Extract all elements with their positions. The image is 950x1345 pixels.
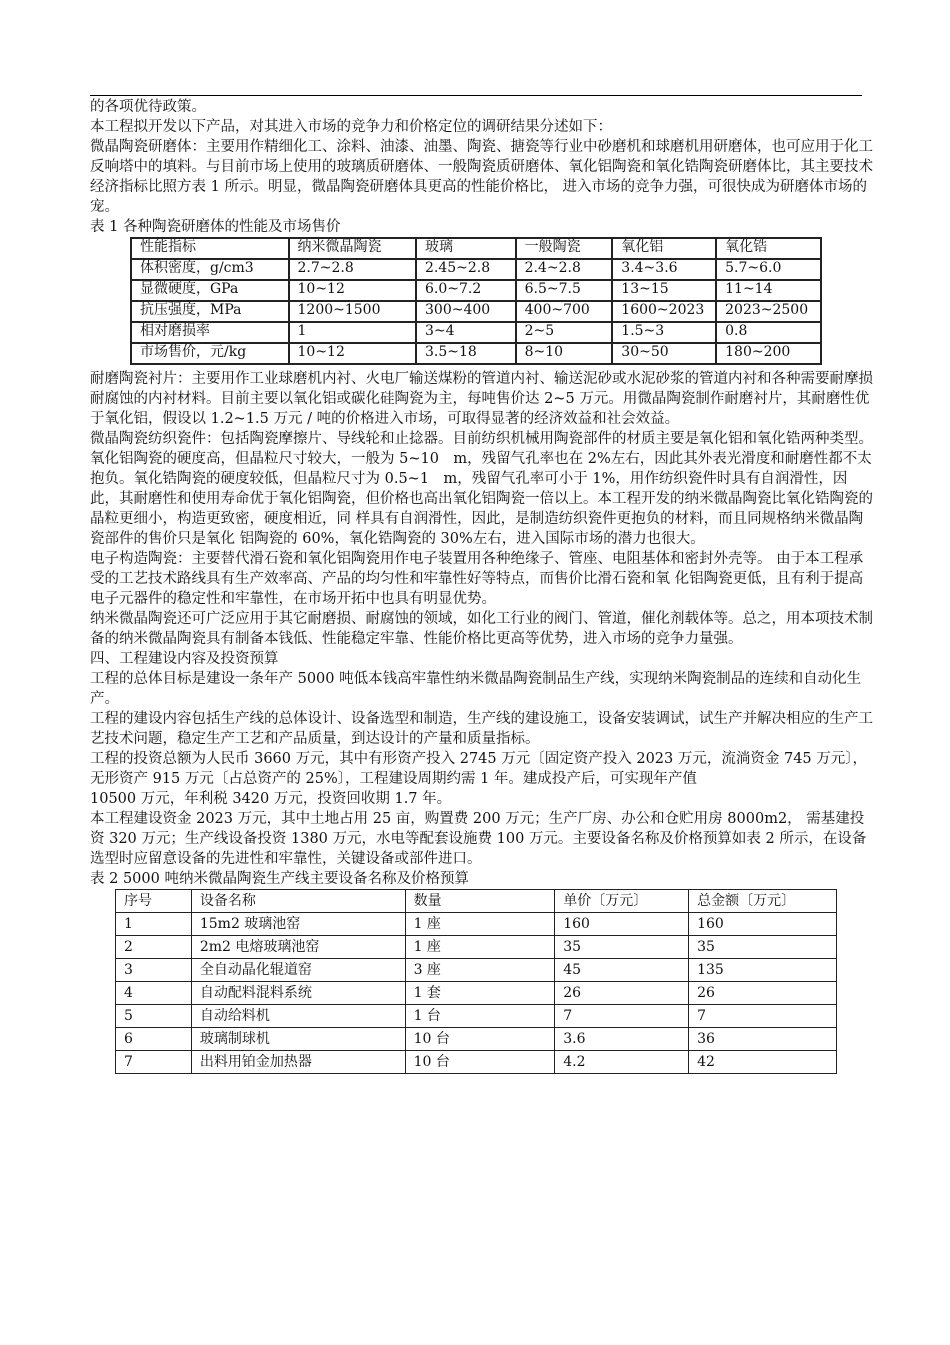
table2-cell: 36 <box>689 1028 837 1051</box>
table1-cell: 5.7~6.0 <box>716 259 821 280</box>
table2-header-cell: 数量 <box>405 890 555 913</box>
paragraph: 微晶陶瓷纺织瓷件：包括陶瓷摩擦片、导线轮和止捻器。目前纺织机械用陶瓷部件的材质主要是氧化铝和氧化锆两种类型。氧化铝陶瓷的硬度高，但晶粒尺寸较大，一般为 5~10 m，残留气孔率也在 2%左右，因此其外表光滑度和耐磨性都不太抱负。氧化锆陶瓷的硬度较低，但晶粒尺寸为 0.5~1 m，残留气孔率可小于 1%，用作纺织瓷件时具有自润滑性，因此，其耐磨性和使用寿命优于氧化铝陶瓷，但价格也高出氧化铝陶瓷一倍以上。本工程开发的纳米微晶陶瓷比氧化锆陶瓷的晶粒更细小，构造更致密，硬度相近，同 样具有自润滑性，因此，是制造纺织瓷件更抱负的材料，而且同规格纳米微晶陶瓷部件的售价只是氧化 铝陶瓷的 60%，氧化锆陶瓷的 30%左右，进入国际市场的潜力也很大。 <box>90 431 873 547</box>
table2-cell: 35 <box>555 936 689 959</box>
table2-cell: 2 <box>116 936 192 959</box>
table2-cell: 10 台 <box>405 1028 555 1051</box>
table2 <box>115 889 837 1074</box>
paragraph: 工程的投资总额为人民币 3660 万元，其中有形资产投入 2745 万元〔固定资产投入 2023 万元，流淌资金 745 万元〕，无形资产 915 万元〔占总资产的 25%〕，工程建设周期约需 1 年。建成投产后，可实现年产值 <box>90 751 867 787</box>
table2-cell: 2m2 电熔玻璃池窑 <box>191 936 405 959</box>
paragraph: 本工程建设资金 2023 万元，其中土地占用 25 亩，购置费 200 万元；生产厂房、办公和仓贮用房 8000m2， 需基建投资 320 万元；生产线设备投资 1380 万元，水电等配套设施费 100 万元。主要设备名称及价格预算如表 2 所示，在设备选型时应留意设备的先进性和牢靠性，关键设备或部件进口。 <box>90 811 867 867</box>
table1-row <box>131 301 821 322</box>
table1-cell: 1600~2023 <box>612 301 716 322</box>
table2-header-row <box>116 890 837 913</box>
table1-cell: 2.7~2.8 <box>289 259 417 280</box>
table1-cell: 3.5~18 <box>416 343 516 364</box>
table2-cell: 1 座 <box>405 913 555 936</box>
table2-cell: 自动给料机 <box>191 1005 405 1028</box>
table2-row <box>116 913 837 936</box>
table2-caption: 表 2 5000 吨纳米微晶陶瓷生产线主要设备名称及价格预算 <box>90 871 469 887</box>
table2-cell: 35 <box>689 936 837 959</box>
table2-cell: 4 <box>116 982 192 1005</box>
table1-cell: 市场售价，元/kg <box>131 343 289 364</box>
table1-cell: 11~14 <box>716 280 821 301</box>
paragraph: 工程的建设内容包括生产线的总体设计、设备选型和制造，生产线的建设施工，设备安装调试，试生产并解决相应的生产工艺技术问题，稳定生产工艺和产品质量，到达设计的产量和质量指标。 <box>90 711 873 747</box>
table1-row <box>131 259 821 280</box>
paragraph: 微晶陶瓷研磨体：主要用作精细化工、涂料、油漆、油墨、陶瓷、搪瓷等行业中砂磨机和球磨机用研磨体，也可应用于化工反响塔中的填料。与目前市场上使用的玻璃质研磨体、一般陶瓷质研磨体、氧化铝陶瓷和氧化锆陶瓷研磨体比，其主要技术经济指标比照方表 1 所示。明显，微晶陶瓷研磨体具更高的性能价格比， 进入市场的竞争力强，可很快成为研磨体市场的宠。 <box>90 139 873 215</box>
table1-cell: 10~12 <box>289 280 417 301</box>
table1-row <box>131 343 821 364</box>
table2-cell: 45 <box>555 959 689 982</box>
table2-cell: 5 <box>116 1005 192 1028</box>
header-rule <box>90 95 862 96</box>
table2-cell: 1 座 <box>405 936 555 959</box>
table1-cell: 2.4~2.8 <box>516 259 613 280</box>
table2-header-cell: 单价〔万元〕 <box>555 890 689 913</box>
table2-cell: 1 台 <box>405 1005 555 1028</box>
table1-row <box>131 322 821 343</box>
table2-cell: 1 套 <box>405 982 555 1005</box>
table1-cell: 6.5~7.5 <box>516 280 613 301</box>
paragraph: 的各项优待政策。 <box>90 99 206 115</box>
table2-row <box>116 936 837 959</box>
table1-header-cell: 氧化铝 <box>612 238 716 259</box>
table1-cell: 0.8 <box>716 322 821 343</box>
table1-cell: 2.45~2.8 <box>416 259 516 280</box>
table2-cell: 7 <box>555 1005 689 1028</box>
paragraph: 耐磨陶瓷衬片：主要用作工业球磨机内衬、火电厂输送煤粉的管道内衬、输送泥砂或水泥砂浆的管道内衬和各种需要耐摩损耐腐蚀的内衬材料。目前主要以氧化铝或碳化硅陶瓷为主，每吨售价达 2~5 万元。用微晶陶瓷制作耐磨衬片，其耐磨性优于氧化铝，假设以 1.2~1.5 万元 / 吨的价格进入市场，可取得显著的经济效益和社会效益。 <box>90 371 873 427</box>
table1-header-cell: 氧化锆 <box>716 238 821 259</box>
table1-header-cell: 一般陶瓷 <box>516 238 613 259</box>
table2-cell: 160 <box>689 913 837 936</box>
table1-cell: 2023~2500 <box>716 301 821 322</box>
table2-cell: 26 <box>689 982 837 1005</box>
table1-cell: 1.5~3 <box>612 322 716 343</box>
table1-cell: 8~10 <box>516 343 613 364</box>
table2-cell: 7 <box>116 1051 192 1074</box>
table2-cell: 全自动晶化辊道窑 <box>191 959 405 982</box>
table1-cell: 抗压强度，MPa <box>131 301 289 322</box>
table1-cell: 显微硬度，GPa <box>131 280 289 301</box>
table2-header-cell: 设备名称 <box>191 890 405 913</box>
table1-header-row <box>131 238 821 259</box>
table2-cell: 6 <box>116 1028 192 1051</box>
table1-cell: 6.0~7.2 <box>416 280 516 301</box>
table1-header-cell: 性能指标 <box>131 238 289 259</box>
table1-cell: 3.4~3.6 <box>612 259 716 280</box>
table1-caption: 表 1 各种陶瓷研磨体的性能及市场售价 <box>90 219 341 235</box>
table2-header-cell: 总金额〔万元〕 <box>689 890 837 913</box>
table2-row <box>116 982 837 1005</box>
table1-cell: 400~700 <box>516 301 613 322</box>
table1-cell: 3~4 <box>416 322 516 343</box>
table1-cell: 相对磨损率 <box>131 322 289 343</box>
table2-cell: 160 <box>555 913 689 936</box>
section-heading: 四、工程建设内容及投资预算 <box>90 651 279 667</box>
table1-cell: 10~12 <box>289 343 417 364</box>
table2-cell: 自动配料混料系统 <box>191 982 405 1005</box>
document-body <box>90 97 875 1074</box>
table2-cell: 26 <box>555 982 689 1005</box>
table1-cell: 体积密度，g/cm3 <box>131 259 289 280</box>
table2-row <box>116 1005 837 1028</box>
table2-row <box>116 959 837 982</box>
table1-cell: 180~200 <box>716 343 821 364</box>
table1-row <box>131 280 821 301</box>
table2-row <box>116 1051 837 1074</box>
table2-cell: 3.6 <box>555 1028 689 1051</box>
table2-cell: 3 座 <box>405 959 555 982</box>
table1-cell: 300~400 <box>416 301 516 322</box>
table2-cell: 10 台 <box>405 1051 555 1074</box>
table1-header-cell: 纳米微晶陶瓷 <box>289 238 417 259</box>
paragraph: 纳米微晶陶瓷还可广泛应用于其它耐磨损、耐腐蚀的领域，如化工行业的阀门、管道，催化剂载体等。总之，用本项技术制备的纳米微晶陶瓷具有制备本钱低、性能稳定牢靠、性能价格比更高等优势，进入市场的竞争力量强。 <box>90 611 873 647</box>
table2-cell: 42 <box>689 1051 837 1074</box>
table1-header-cell: 玻璃 <box>416 238 516 259</box>
paragraph: 10500 万元，年利税 3420 万元，投资回收期 1.7 年。 <box>90 791 452 807</box>
table2-cell: 3 <box>116 959 192 982</box>
table2-row <box>116 1028 837 1051</box>
table2-cell: 7 <box>689 1005 837 1028</box>
paragraph: 工程的总体目标是建设一条年产 5000 吨低本钱高牢靠性纳米微晶陶瓷制品生产线，实现纳米陶瓷制品的连续和自动化生产。 <box>90 671 862 707</box>
table1-cell: 13~15 <box>612 280 716 301</box>
table1 <box>130 237 822 365</box>
paragraph: 电子构造陶瓷：主要替代滑石瓷和氧化铝陶瓷用作电子装置用各种绝缘子、管座、电阻基体和密封外壳等。 由于本工程承受的工艺技术路线具有生产效率高、产品的均匀性和牢靠性好等特点，而售价比滑石瓷和氧 化铝陶瓷更低，且有利于提高电子元器件的稳定性和牢靠性，在市场开拓中也具有明显优势。 <box>90 551 864 607</box>
table1-cell: 1 <box>289 322 417 343</box>
table1-cell: 2~5 <box>516 322 613 343</box>
table2-cell: 玻璃制球机 <box>191 1028 405 1051</box>
table2-cell: 135 <box>689 959 837 982</box>
table2-cell: 出料用铂金加热器 <box>191 1051 405 1074</box>
table1-cell: 1200~1500 <box>289 301 417 322</box>
table2-cell: 15m2 玻璃池窑 <box>191 913 405 936</box>
paragraph: 本工程拟开发以下产品，对其进入市场的竞争力和价格定位的调研结果分述如下： <box>90 119 612 135</box>
table2-cell: 4.2 <box>555 1051 689 1074</box>
table2-cell: 1 <box>116 913 192 936</box>
table1-cell: 30~50 <box>612 343 716 364</box>
table2-header-cell: 序号 <box>116 890 192 913</box>
